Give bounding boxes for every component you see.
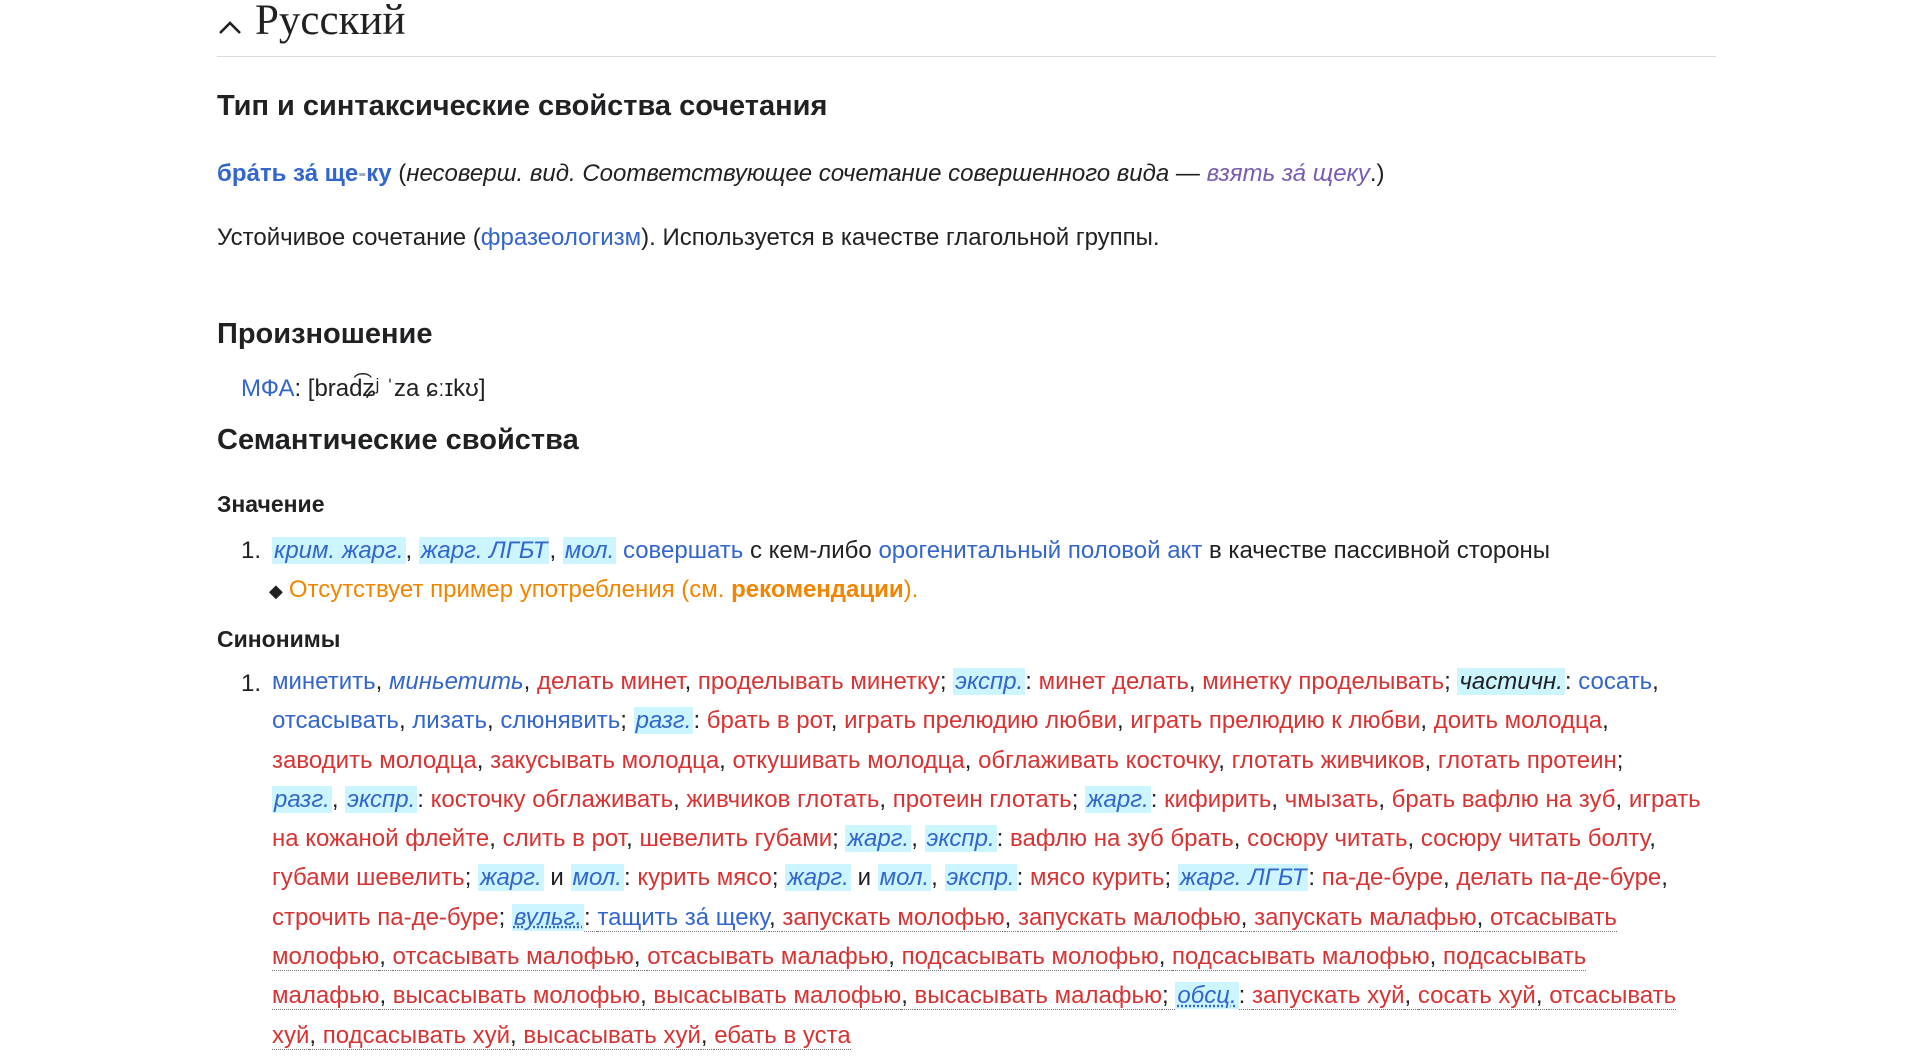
phraseologism-link[interactable]: фразеологизм: [480, 224, 642, 251]
separator-text: ;: [939, 668, 954, 695]
separator-text: :: [1564, 668, 1579, 695]
synonym-link[interactable]: кифирить: [1164, 785, 1272, 813]
synonym-link[interactable]: высасывать хуй: [523, 1021, 701, 1049]
missing-example-notice: ◆ Отсутствует пример употребления (см. рекомендации).: [269, 576, 919, 603]
separator-text: ,: [633, 943, 648, 971]
chevron-up-icon[interactable]: [217, 16, 243, 38]
synonym-link[interactable]: минетку проделывать: [1202, 668, 1445, 695]
synonym-line: [272, 898, 1722, 937]
synonym-link[interactable]: сосать: [1578, 668, 1653, 695]
synonym-link[interactable]: тащить за́ щеку: [597, 903, 769, 931]
label-tag[interactable]: крим. жарг.: [274, 537, 404, 564]
separator-text: ,: [379, 943, 393, 971]
separator-text: ,: [1404, 982, 1418, 1010]
synonym-line: [272, 976, 1722, 1015]
label-tag[interactable]: жарг.: [480, 864, 542, 892]
synonym-link[interactable]: слить в рот: [502, 825, 627, 853]
synonym-link[interactable]: сосать хуй: [1417, 982, 1536, 1010]
separator-text: ,: [523, 668, 537, 695]
synonym-link[interactable]: минетить: [272, 668, 376, 695]
separator-text: ;: [498, 903, 512, 931]
synonym-link[interactable]: вафлю на зуб брать: [1009, 825, 1234, 853]
label-tag[interactable]: жарг.: [1087, 785, 1149, 813]
synonym-line: [272, 1016, 1722, 1055]
phrase-description: Устойчивое сочетание (фразеологизм). Используется в качестве глагольной группы.: [217, 224, 1160, 251]
separator-text: ;: [771, 864, 786, 892]
separator-text: ,: [1443, 864, 1457, 892]
synonym-link[interactable]: отсасывать малофью: [392, 943, 634, 971]
synonym-link[interactable]: делать па-де-буре: [1456, 864, 1662, 892]
separator-text: ,: [1407, 825, 1421, 853]
separator-text: ,: [487, 707, 501, 735]
separator-text: ,: [1429, 943, 1443, 971]
label-tag[interactable]: обсц.: [1177, 982, 1237, 1010]
synonym-link[interactable]: высасывать малофью: [653, 982, 902, 1010]
synonym-line: [272, 662, 1722, 701]
synonym-link[interactable]: запускать малофью: [1017, 903, 1241, 931]
ipa-line: [241, 375, 486, 403]
separator-text: и: [543, 864, 571, 892]
label-tag[interactable]: мол.: [572, 864, 622, 892]
synonym-link[interactable]: живчиков глотать: [686, 785, 880, 813]
separator-text: ;: [1071, 785, 1086, 813]
synonyms-list: [272, 662, 1722, 1055]
synonym-link[interactable]: на кожаной флейте: [272, 825, 490, 853]
separator-text: ,: [830, 707, 845, 735]
separator-text: ,: [879, 785, 893, 813]
synonym-link[interactable]: играть: [1628, 785, 1701, 813]
ipa-transcription: : [brad͡ʑʲ ˈza ɕːɪkʊ]: [294, 375, 486, 402]
synonym-link[interactable]: молофью: [272, 943, 380, 971]
separator-text: ,: [964, 746, 979, 774]
separator-text: ,: [1116, 707, 1131, 735]
semantic-heading: Семантические свойства: [217, 424, 579, 456]
synonym-link[interactable]: губами шевелить: [272, 864, 465, 892]
separator-text: ,: [1420, 707, 1434, 735]
separator-text: ,: [510, 1021, 524, 1049]
separator-text: ,: [768, 903, 783, 931]
separator-text: :: [1025, 668, 1039, 695]
separator-text: ,: [901, 982, 915, 1010]
synonym-link[interactable]: подсасывать хуй: [322, 1021, 511, 1049]
synonym-link[interactable]: хуй: [272, 1021, 310, 1049]
synonyms-heading: Синонимы: [217, 626, 341, 652]
synonym-link[interactable]: подсасывать: [1443, 943, 1587, 971]
synonym-link[interactable]: шевелить губами: [639, 825, 833, 853]
separator-text: и: [850, 864, 878, 892]
synonym-link[interactable]: па-де-буре: [1321, 864, 1444, 892]
synonym-line: [272, 780, 1722, 819]
separator-text: ,: [1652, 668, 1659, 695]
synonym-link[interactable]: минет делать: [1038, 668, 1189, 695]
separator-text: ;: [1164, 864, 1178, 892]
separator-text: ,: [489, 825, 503, 853]
synonym-link[interactable]: отсасывать: [1490, 903, 1617, 931]
synonym-link[interactable]: глотать живчиков: [1231, 746, 1425, 774]
headword-line: бра́ть за́ ще-ку (несоверш. вид. Соответствующее сочетание совершенного вида — взять за́ щеку.): [217, 160, 1385, 187]
separator-text: ,: [888, 943, 902, 971]
meaning-heading: Значение: [217, 491, 325, 517]
separator-text: :: [623, 864, 638, 892]
synonym-link[interactable]: заводить молодца: [272, 746, 477, 774]
synonym-line: [272, 701, 1722, 740]
synonym-link[interactable]: играть прелюдию к любви: [1130, 707, 1421, 735]
label-tag[interactable]: экспр.: [926, 825, 995, 853]
separator-text: ,: [331, 785, 346, 813]
separator-text: ,: [1188, 668, 1203, 695]
separator-text: ,: [398, 707, 413, 735]
separator-text: ,: [1602, 707, 1609, 735]
separator-text: ,: [1424, 746, 1438, 774]
synonym-link[interactable]: высасывать молофью: [392, 982, 641, 1010]
synonym-link[interactable]: отсасывать: [1549, 982, 1677, 1010]
separator-text: ;: [1444, 668, 1458, 695]
separator-text: ,: [1233, 825, 1248, 853]
separator-text: ,: [1476, 903, 1490, 931]
perfective-link[interactable]: взять за́ щеку: [1206, 160, 1370, 187]
type-section-heading: Тип и синтаксические свойства сочетания: [217, 90, 828, 122]
separator-text: ,: [1271, 785, 1285, 813]
synonym-link[interactable]: запускать хуй: [1251, 982, 1405, 1010]
synonym-link[interactable]: глотать протеин: [1437, 746, 1617, 774]
synonym-link[interactable]: протеин глотать: [892, 785, 1072, 813]
separator-text: ;: [1616, 746, 1624, 774]
pronunciation-heading: Произношение: [217, 318, 433, 350]
label-tag[interactable]: разг.: [635, 707, 692, 735]
separator-text: :: [1308, 864, 1322, 892]
synonym-link[interactable]: чмызать: [1284, 785, 1379, 813]
separator-text: ,: [1535, 982, 1550, 1010]
separator-text: ,: [1218, 746, 1232, 774]
synonym-link[interactable]: строчить па-де-буре: [272, 903, 499, 931]
separator-text: ,: [911, 825, 925, 853]
synonym-link[interactable]: доить молодца: [1433, 707, 1603, 735]
synonym-link[interactable]: мясо курить: [1029, 864, 1165, 892]
separator-text: ;: [832, 825, 846, 853]
meaning-number: 1.: [241, 537, 262, 564]
label-tag[interactable]: экспр.: [946, 864, 1015, 892]
synonym-link[interactable]: откушивать молодца: [732, 746, 965, 774]
synonyms-number: 1.: [241, 670, 262, 697]
synonym-link[interactable]: миньетить: [388, 668, 524, 695]
synonym-link[interactable]: играть прелюдию любви: [844, 707, 1117, 735]
separator-text: ,: [684, 668, 698, 695]
meaning-definition: крим. жарг., жарг. ЛГБТ, мол. совершать с кем-либо орогенитальный половой акт в качестве пассивной стороны: [274, 537, 1551, 564]
synonym-link[interactable]: брать вафлю на зуб: [1391, 785, 1616, 813]
separator-text: :: [1238, 982, 1252, 1010]
separator-text: :: [1150, 785, 1165, 813]
synonym-link[interactable]: косточку обглаживать: [430, 785, 674, 813]
synonym-link[interactable]: курить мясо: [637, 864, 772, 892]
synonym-link[interactable]: лизать: [412, 707, 488, 735]
separator-text: ,: [1661, 864, 1668, 892]
synonym-line: [272, 819, 1722, 858]
separator-text: ,: [1240, 903, 1255, 931]
synonym-link[interactable]: отсасывать малафью: [647, 943, 889, 971]
diamond-bullet-icon: ◆: [269, 581, 283, 601]
synonym-link[interactable]: обглаживать косточку: [978, 746, 1219, 774]
synonym-link[interactable]: запускать малафью: [1254, 903, 1477, 931]
label-tag[interactable]: экспр.: [955, 668, 1024, 695]
label-tag[interactable]: жарг. ЛГБТ: [420, 537, 548, 564]
separator-text: ,: [673, 785, 687, 813]
synonym-line: [272, 741, 1722, 780]
separator-text: ;: [464, 864, 479, 892]
label-tag[interactable]: мол.: [564, 537, 615, 564]
synonym-link[interactable]: высасывать малафью: [914, 982, 1163, 1010]
label-tag[interactable]: жарг.: [847, 825, 910, 853]
label-tag[interactable]: жарг.: [787, 864, 849, 892]
synonym-link[interactable]: подсасывать молофью: [901, 943, 1159, 971]
separator-text: ;: [1162, 982, 1176, 1010]
synonym-line: [272, 858, 1722, 897]
synonym-link[interactable]: закусывать молодца: [490, 746, 720, 774]
separator-text: :: [1016, 864, 1030, 892]
recommendations-link[interactable]: рекомендации: [731, 576, 904, 603]
definition-link[interactable]: совершать: [622, 537, 744, 564]
separator-text: ,: [931, 864, 945, 892]
separator-text: :: [996, 825, 1010, 853]
separator-text: ,: [1004, 903, 1018, 931]
separator-text: ;: [620, 707, 634, 735]
synonym-link[interactable]: запускать молофью: [782, 903, 1005, 931]
label-tag[interactable]: частичн.: [1459, 668, 1563, 695]
synonym-link[interactable]: делать минет: [536, 668, 685, 695]
synonym-link[interactable]: проделывать минетку: [697, 668, 940, 695]
synonym-link[interactable]: малафью: [272, 982, 380, 1010]
definition-link[interactable]: орогенитальный половой акт: [878, 537, 1203, 564]
separator-text: ,: [640, 982, 654, 1010]
label-tag[interactable]: разг.: [274, 785, 330, 813]
separator-text: ,: [476, 746, 491, 774]
separator-text: ,: [375, 668, 389, 695]
language-title: Русский: [255, 0, 406, 44]
separator-text: ,: [626, 825, 640, 853]
separator-text: :: [584, 903, 598, 931]
label-tag[interactable]: жарг. ЛГБТ: [1179, 864, 1307, 892]
separator-text: :: [417, 785, 431, 813]
separator-text: ,: [309, 1021, 323, 1049]
separator-text: ,: [1158, 943, 1173, 971]
separator-text: ,: [700, 1021, 715, 1049]
headword-link[interactable]: бра́ть за́ ще-ку: [217, 160, 392, 187]
separator-text: ,: [1615, 785, 1629, 813]
separator-text: ,: [1649, 825, 1656, 853]
synonym-link[interactable]: брать в рот: [706, 707, 831, 735]
separator-text: ,: [379, 982, 393, 1010]
separator-text: ,: [719, 746, 733, 774]
article-content: [217, 0, 1716, 1049]
synonym-link[interactable]: ебать в уста: [714, 1021, 851, 1049]
label-tag[interactable]: мол.: [879, 864, 930, 892]
synonym-link[interactable]: сосюру читать болту: [1420, 825, 1650, 853]
separator-text: :: [693, 707, 707, 735]
ipa-link[interactable]: МФА: [241, 375, 295, 402]
synonym-line: [272, 937, 1722, 976]
label-tag[interactable]: экспр.: [347, 785, 416, 813]
separator-text: ,: [1378, 785, 1392, 813]
language-section-header[interactable]: [217, 0, 1716, 57]
label-tag[interactable]: вульг.: [513, 903, 583, 931]
aspect-note: несоверш. вид. Соответствующее сочетание совершенного вида —: [406, 160, 1207, 187]
synonym-link[interactable]: сосюру читать: [1247, 825, 1408, 853]
synonym-link[interactable]: слюнявить: [500, 707, 621, 735]
synonym-link[interactable]: отсасывать: [272, 707, 399, 735]
synonym-link[interactable]: подсасывать малофью: [1172, 943, 1430, 971]
